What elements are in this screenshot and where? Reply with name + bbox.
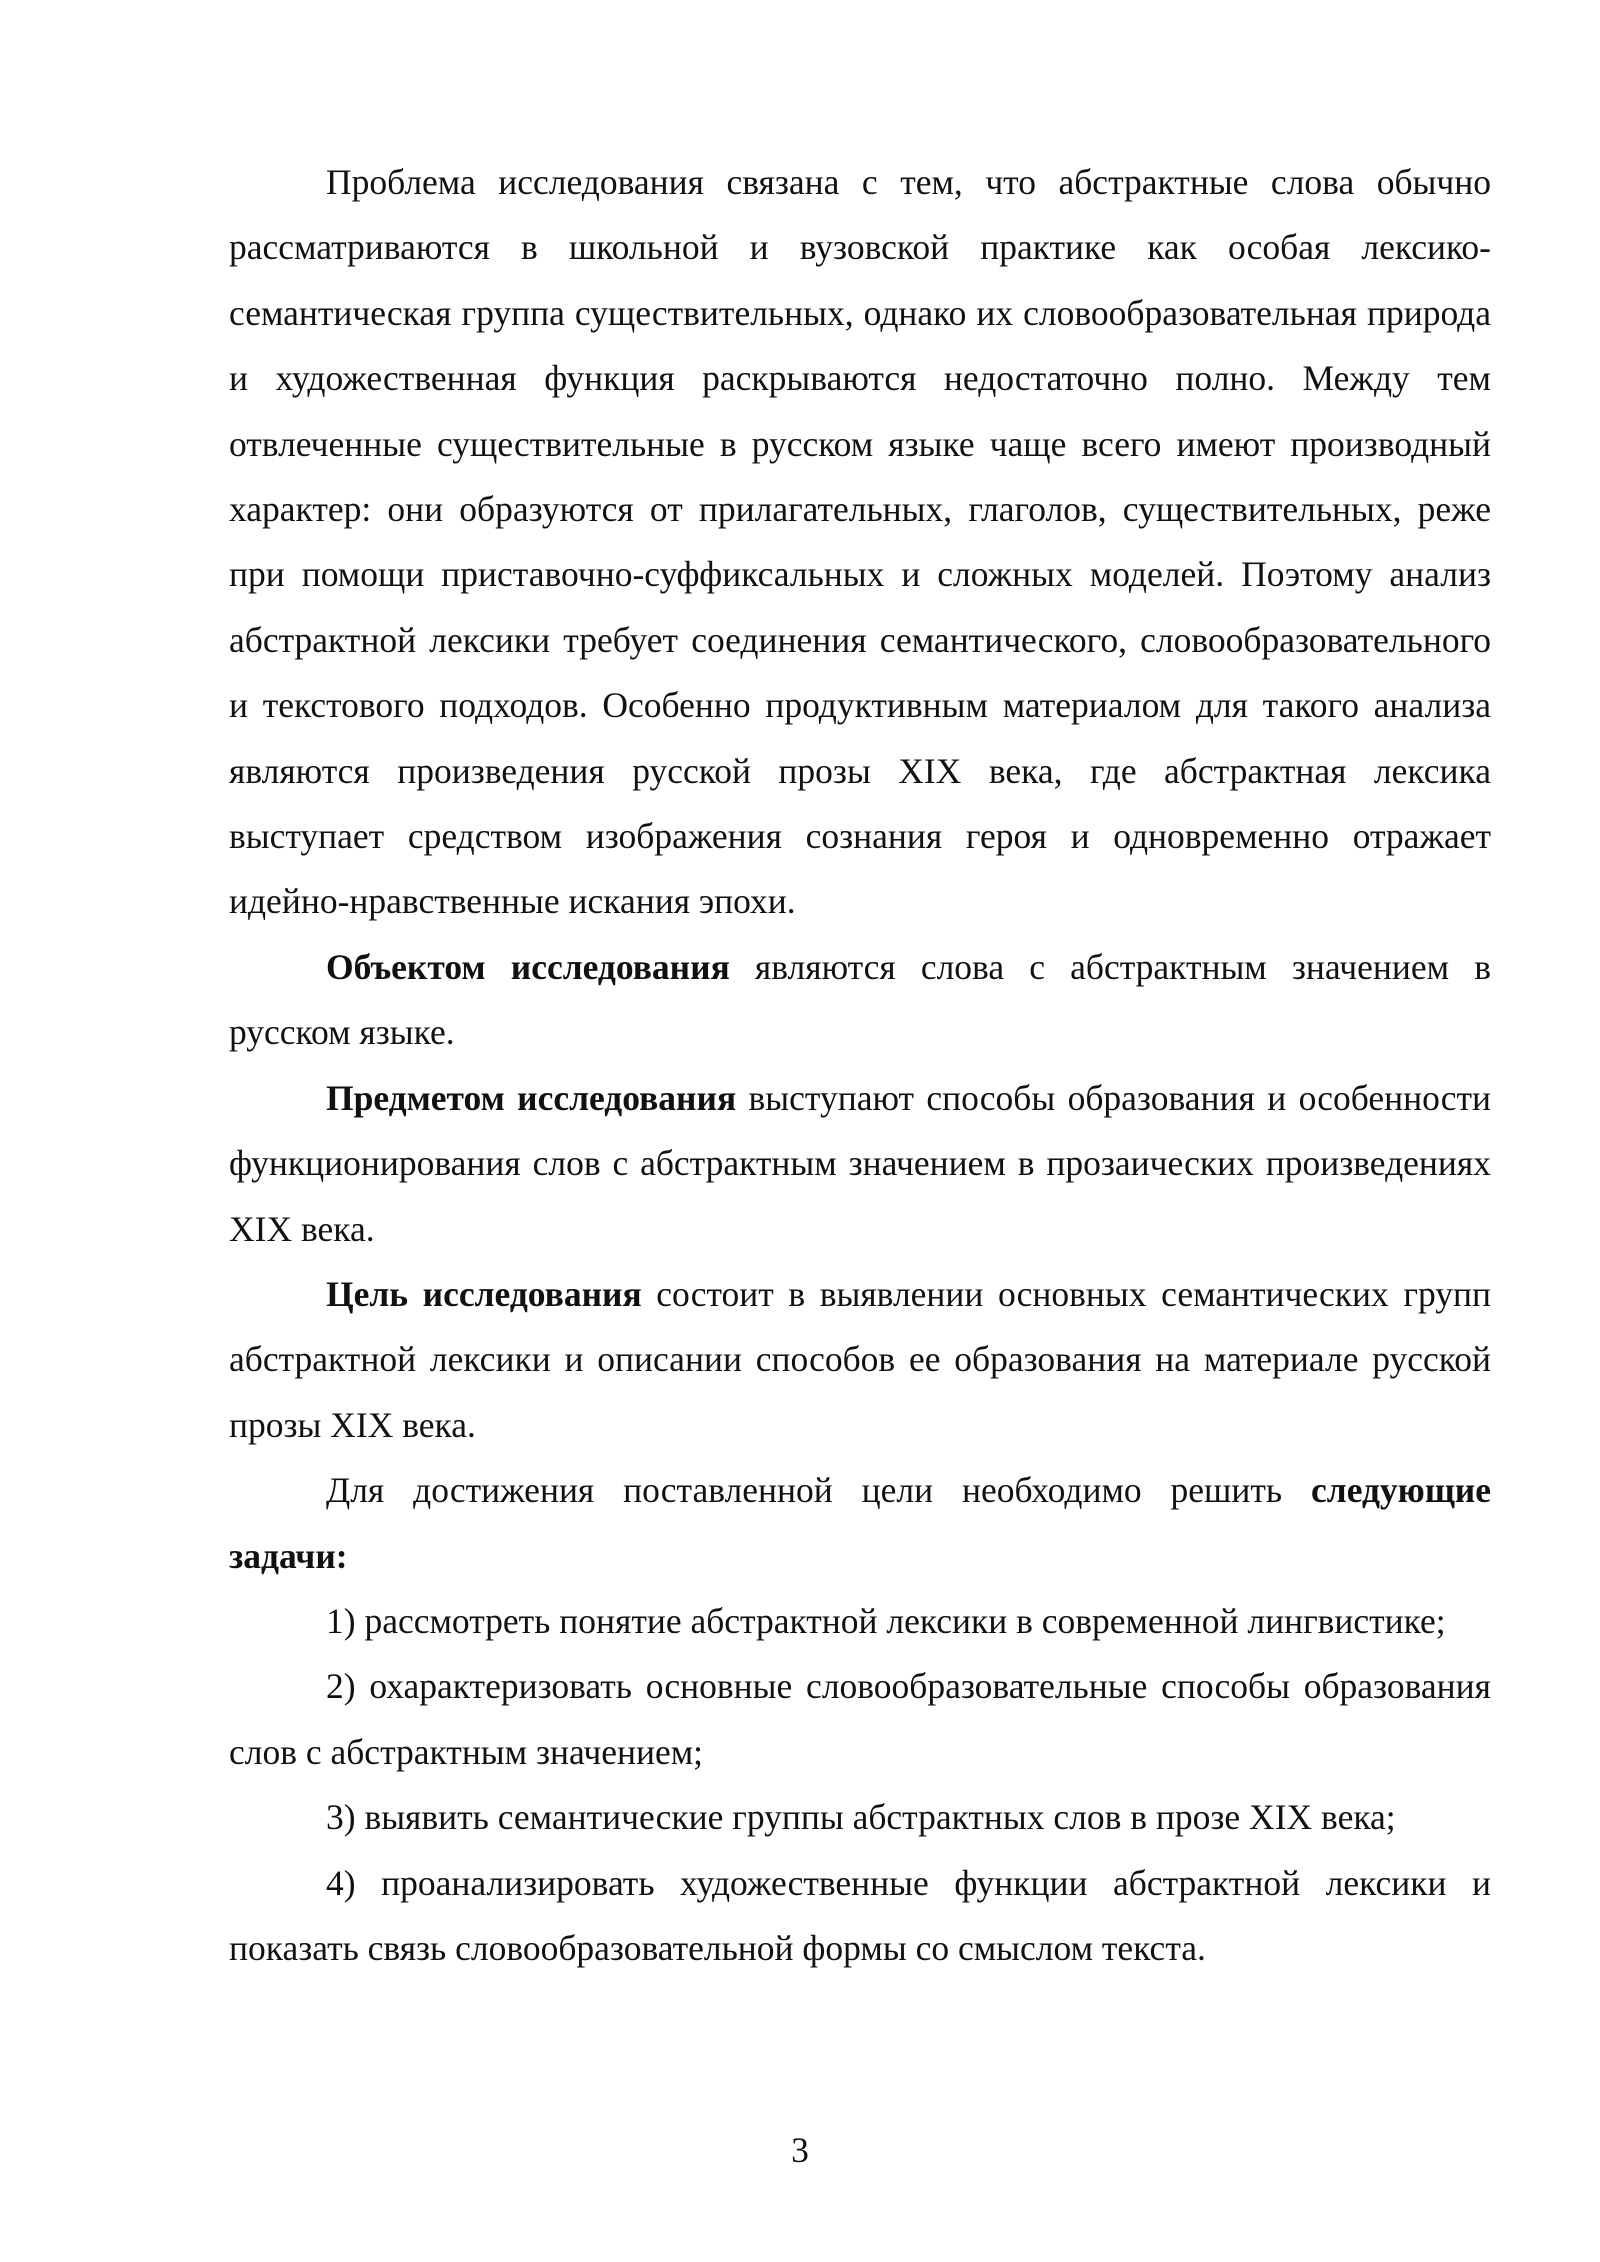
subject-text: выступают способы образования и особенности функционирования слов с абстрактным значением в прозаических произведениях XIX века.	[229, 1077, 1491, 1249]
object-label: Объектом исследования	[326, 946, 730, 987]
task-item-4: 4) проанализировать художественные функции абстрактной лексики и показать связь словообразовательной формы со смыслом текста.	[229, 1862, 1491, 1968]
task-item-1: 1) рассмотреть понятие абстрактной лексики в современной лингвистике;	[326, 1600, 1446, 1641]
goal-text: состоит в выявлении основных семантических групп абстрактной лексики и описании способов ее образования на материале русской прозы XIX века.	[229, 1273, 1491, 1445]
tasks-intro-text: Для достижения поставленной цели необходимо решить	[326, 1470, 1312, 1511]
subject-paragraph	[229, 1066, 1491, 1262]
object-text: являются слова с абстрактным значением в русском языке.	[229, 946, 1491, 1053]
subject-label: Предметом исследования	[326, 1077, 737, 1118]
object-paragraph	[229, 935, 1491, 1066]
tasks-intro-paragraph	[229, 1458, 1491, 1589]
goal-label: Цель исследования	[326, 1273, 642, 1314]
page-number: 3	[791, 2130, 809, 2170]
goal-paragraph	[229, 1262, 1491, 1458]
task-item-3: 3) выявить семантические группы абстрактных слов в прозе XIX века;	[326, 1797, 1396, 1838]
problem-paragraph: Проблема исследования связана с тем, что абстрактные слова обычно рассматриваются в школьной и вузовской практике как особая лексико-семантическая группа существительных, однако их словообразовательная природа и художественная функция раскрываются недостаточно полно. Между тем отвлеченные существительные в русском языке чаще всего имеют производный характер: они образуются от прилагательных, глаголов, существительных, реже при помощи приставочно-суффиксальных и сложных моделей. Поэтому анализ абстрактной лексики требует соединения семантического, словообразовательного и текстового подходов. Особенно продуктивным материалом для такого анализа являются произведения русской прозы XIX века, где абстрактная лексика выступает средством изображения сознания героя и одновременно отражает идейно-нравственные искания эпохи.	[229, 162, 1491, 922]
tasks-intro-label: следующие задачи:	[229, 1470, 1491, 1576]
document-page	[229, 150, 1491, 1981]
task-item-2: 2) охарактеризовать основные словообразовательные способы образования слов с абстрактным значением;	[229, 1666, 1491, 1772]
